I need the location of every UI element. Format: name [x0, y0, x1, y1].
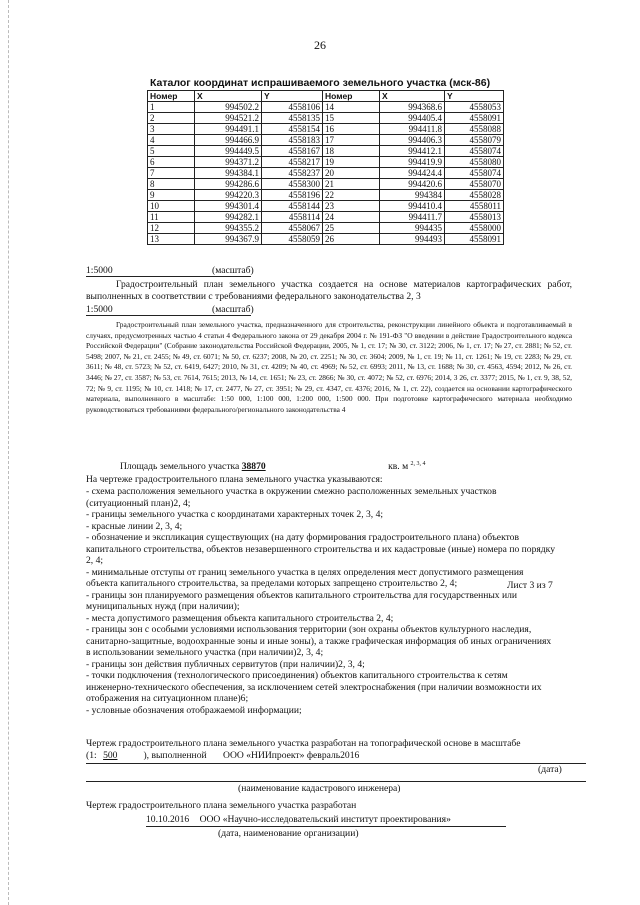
y-right: 4558091: [445, 234, 504, 245]
page-number: 26: [314, 38, 326, 52]
area-footnotes: 2, 3, 4: [410, 461, 426, 467]
x-left: 994502.2: [195, 102, 262, 113]
topo-scale-prefix: (1:: [86, 749, 97, 761]
point-number-left: 12: [148, 223, 195, 234]
x-left: 994384.1: [195, 168, 262, 179]
engineer-caption: (наименование кадастрового инженера): [238, 783, 401, 794]
point-number-left: 5: [148, 146, 195, 157]
table-row: [148, 124, 504, 135]
header-x-right: X: [380, 91, 445, 102]
point-number-right: 24: [323, 212, 380, 223]
scale-2-value: 1:5000: [86, 304, 113, 315]
x-right: 994384: [380, 190, 445, 201]
area-value: 38870: [241, 461, 266, 473]
header-y-right: Y: [445, 91, 504, 102]
y-right: 4558074: [445, 146, 504, 157]
y-right: 4558088: [445, 124, 504, 135]
y-right: 4558070: [445, 179, 504, 190]
drawing-items-list: [86, 486, 556, 716]
x-left: 994301.4: [195, 201, 262, 212]
scale-2-label: (масштаб): [212, 304, 254, 315]
y-left: 4558237: [262, 168, 323, 179]
x-right: 994411.7: [380, 212, 445, 223]
x-right: 994406.3: [380, 135, 445, 146]
x-left: 994491.1: [195, 124, 262, 135]
y-left: 4558114: [262, 212, 323, 223]
y-left: 4558067: [262, 223, 323, 234]
y-right: 4558013: [445, 212, 504, 223]
y-left: 4558154: [262, 124, 323, 135]
x-right: 994420.6: [380, 179, 445, 190]
left-margin-stitch: [8, 0, 9, 905]
list-item: - места допустимого размещения объекта капитального строительства 2, 4;: [86, 612, 394, 624]
developed-caption: (дата, наименование организации): [218, 828, 359, 839]
list-item: - границы земельного участка с координатами характерных точек 2, 3, 4;: [86, 509, 384, 520]
x-right: 994493: [380, 234, 445, 245]
point-number-right: 18: [323, 146, 380, 157]
y-right: 4558074: [445, 168, 504, 179]
point-number-left: 11: [148, 212, 195, 223]
developed-org: ООО «Научно-исследовательский институт проектирования»: [199, 814, 451, 825]
drawing-intro: На чертеже градостроительного плана земельного участка указываются:: [86, 474, 383, 485]
table-row: [148, 102, 504, 113]
developed-underline: [146, 826, 506, 827]
table-row: [148, 179, 504, 190]
y-left: 4558196: [262, 190, 323, 201]
table-row: [148, 223, 504, 234]
header-number-right: Номер: [323, 91, 380, 102]
y-right: 4558079: [445, 135, 504, 146]
x-left: 994220.3: [195, 190, 262, 201]
developed-info: [146, 814, 451, 826]
point-number-right: 23: [323, 201, 380, 212]
point-number-left: 6: [148, 157, 195, 168]
table-row: [148, 190, 504, 201]
y-left: 4558059: [262, 234, 323, 245]
x-right: 994412.1: [380, 146, 445, 157]
table-row: [148, 234, 504, 245]
date-caption: (дата): [538, 764, 562, 775]
point-number-left: 4: [148, 135, 195, 146]
x-left: 994282.1: [195, 212, 262, 223]
y-right: 4558000: [445, 223, 504, 234]
point-number-right: 26: [323, 234, 380, 245]
header-number-left: Номер: [148, 91, 195, 102]
y-left: 4558167: [262, 146, 323, 157]
topo-text-mid: ), выполненной: [143, 749, 207, 761]
area-line: [120, 459, 580, 473]
y-left: 4558106: [262, 102, 323, 113]
topo-underline: [86, 763, 586, 764]
y-right: 4558080: [445, 157, 504, 168]
x-left: 994371.2: [195, 157, 262, 168]
point-number-left: 1: [148, 102, 195, 113]
sheet-indicator: Лист 3 из 7: [507, 580, 553, 591]
x-right: 994419.9: [380, 157, 445, 168]
point-number-left: 9: [148, 190, 195, 201]
list-item: - границы зон планируемого размещения объектов капитального строительства для государственных или муниципальных нужд (при наличии);: [86, 589, 518, 612]
x-left: 994367.9: [195, 234, 262, 245]
table-row: [148, 157, 504, 168]
paragraph-linear-object-note: Градостроительный план земельного участка, предназначенного для строительства, реконструкции линейного объекта и подготавливаемый в случаях, предусмотренных частью 4 статьи 4 Федерального закона от 29 декабря 2004 г. № 191-ФЗ "О введении в действие Градостроительного кодекса Российской Федерации" (Собрание законодательства Российской Федерации, 2005, № 1, ст. 17; № 30, ст. 3122; 2006, № 1, ст. 17; № 27, ст. 2881; № 52, ст. 5498; 2007, № 21, ст. 2455; № 49, ст. 6071; № 50, ст. 6237; 2008, № 20, ст. 2251; № 30, ст. 3604; 2009, № 1, ст. 19; № 11, ст. 1261; № 19, ст. 2283; № 29, ст. 3611; № 48, ст. 5723; № 52, ст. 6419, 6427; 2010, № 31, ст. 4209; № 40, ст. 4969; № 52, ст. 6993; 2011, № 13, ст. 1688; № 30, ст. 4563, 4594; 2012, № 26, ст. 3446; № 27, ст. 3587; № 53, ст. 7614, 7615; 2013, № 14, ст. 1651; № 23, ст. 2866; № 30, ст. 4072; № 52, ст. 6976; 2014, 3 26, ст. 3377; 2015, № 1, ст. 9, 38, 52, 72; № 9, ст. 1195; № 10, ст. 1418; № 17, ст. 2477, № 27, ст. 3951; № 29, ст. 4347, ст. 4376; 2016, № 1, ст. 22), создается на основании картографического материала, выполненного в масштабе: 1:50 000, 1:100 000, 1:200 000, 1:500 000. При подготовке картографического материала необходимо руководствоваться требованиями федерального/регионального законодательства 4: [86, 320, 572, 414]
x-left: 994449.5: [195, 146, 262, 157]
y-right: 4558053: [445, 102, 504, 113]
paragraph-cartographic-basis: Градостроительный план земельного участка создается на основе материалов картографических работ, выполненных в соответствии с требованиями федерального законодательства 2, 3: [86, 279, 572, 302]
table-row: [148, 201, 504, 212]
y-right: 4558091: [445, 113, 504, 124]
x-right: 994411.8: [380, 124, 445, 135]
y-left: 4558183: [262, 135, 323, 146]
table-row: [148, 113, 504, 124]
list-item: - красные линии 2, 3, 4;: [86, 520, 183, 532]
point-number-right: 17: [323, 135, 380, 146]
area-unit: кв. м: [388, 461, 409, 473]
point-number-left: 3: [148, 124, 195, 135]
table-row: [148, 168, 504, 179]
x-left: 994521.2: [195, 113, 262, 124]
y-left: 4558144: [262, 201, 323, 212]
y-left: 4558300: [262, 179, 323, 190]
list-item: - границы зон с особыми условиями использования территории (зон охраны объектов культурного наследия, санитарно-защитные, водоохранные зоны и иные зоны), а также графическая информация об иных ограничениях в использовании земельного участка (при наличии)2, 3, 4;: [86, 624, 552, 658]
x-left: 994355.2: [195, 223, 262, 234]
table-row: [148, 212, 504, 223]
point-number-right: 22: [323, 190, 380, 201]
list-item: - схема расположения земельного участка в окружении смежно расположенных земельных участков (ситуационный план)2, 4;: [86, 486, 497, 509]
y-left: 4558135: [262, 113, 323, 124]
catalog-title: Каталог координат испрашиваемого земельного участка (мск-86): [150, 77, 491, 89]
x-right: 994405.4: [380, 113, 445, 124]
point-number-right: 19: [323, 157, 380, 168]
point-number-right: 15: [323, 113, 380, 124]
topo-text: Чертеж градостроительного плана земельного участка разработан на топографической основе в масштабе: [86, 738, 521, 749]
point-number-right: 20: [323, 168, 380, 179]
table-row: [148, 146, 504, 157]
topo-basis: [86, 738, 576, 761]
x-left: 994466.9: [195, 135, 262, 146]
point-number-left: 13: [148, 234, 195, 245]
table-header-row: [148, 91, 504, 102]
header-x-left: X: [195, 91, 262, 102]
table-row: [148, 135, 504, 146]
list-item: - минимальные отступы от границ земельного участка в целях определения мест допустимого размещения объекта капитального строительства, за пределами которых запрещено строительство 2, 4;: [86, 566, 524, 589]
list-item: - границы зон действия публичных сервитутов (при наличии)2, 3, 4;: [86, 658, 365, 670]
list-item: - условные обозначения отображаемой информации;: [86, 704, 302, 716]
y-right: 4558011: [445, 201, 504, 212]
scale-1-value: 1:5000: [86, 265, 113, 276]
header-y-left: Y: [262, 91, 323, 102]
coordinates-table: [147, 90, 504, 245]
x-right: 994435: [380, 223, 445, 234]
x-right: 994368.6: [380, 102, 445, 113]
point-number-left: 7: [148, 168, 195, 179]
x-right: 994424.4: [380, 168, 445, 179]
engineer-line: [86, 781, 586, 782]
point-number-left: 10: [148, 201, 195, 212]
scale-line-1: [86, 265, 113, 277]
point-number-left: 2: [148, 113, 195, 124]
topo-scale-value: 500: [103, 749, 118, 761]
scale-1-label: (масштаб): [212, 265, 254, 276]
area-label: Площадь земельного участка: [120, 461, 240, 473]
y-left: 4558217: [262, 157, 323, 168]
list-item: - обозначение и экспликация существующих (на дату формирования градостроительного плана) объектов капитального строительства, объектов незавершенного строительства и их кадастровые (иные) номера по порядку 2, 4;: [86, 532, 555, 566]
point-number-right: 21: [323, 179, 380, 190]
developed-date: 10.10.2016: [146, 814, 190, 825]
point-number-left: 8: [148, 179, 195, 190]
x-right: 994410.4: [380, 201, 445, 212]
x-left: 994286.6: [195, 179, 262, 190]
point-number-right: 14: [323, 102, 380, 113]
point-number-right: 16: [323, 124, 380, 135]
y-right: 4558028: [445, 190, 504, 201]
coordinates-body: [148, 102, 504, 245]
topo-org-date: ООО «НИИпроект» февраль2016: [223, 749, 360, 761]
list-item: - точки подключения (технологического присоединения) объектов капитального строительства к сетям инженерно-технического обеспечения, за исключением сетей электроснабжения (при наличии возможности их отображения на ситуационном плане)6;: [86, 670, 542, 704]
developed-label: Чертеж градостроительного плана земельного участка разработан: [86, 800, 357, 811]
point-number-right: 25: [323, 223, 380, 234]
